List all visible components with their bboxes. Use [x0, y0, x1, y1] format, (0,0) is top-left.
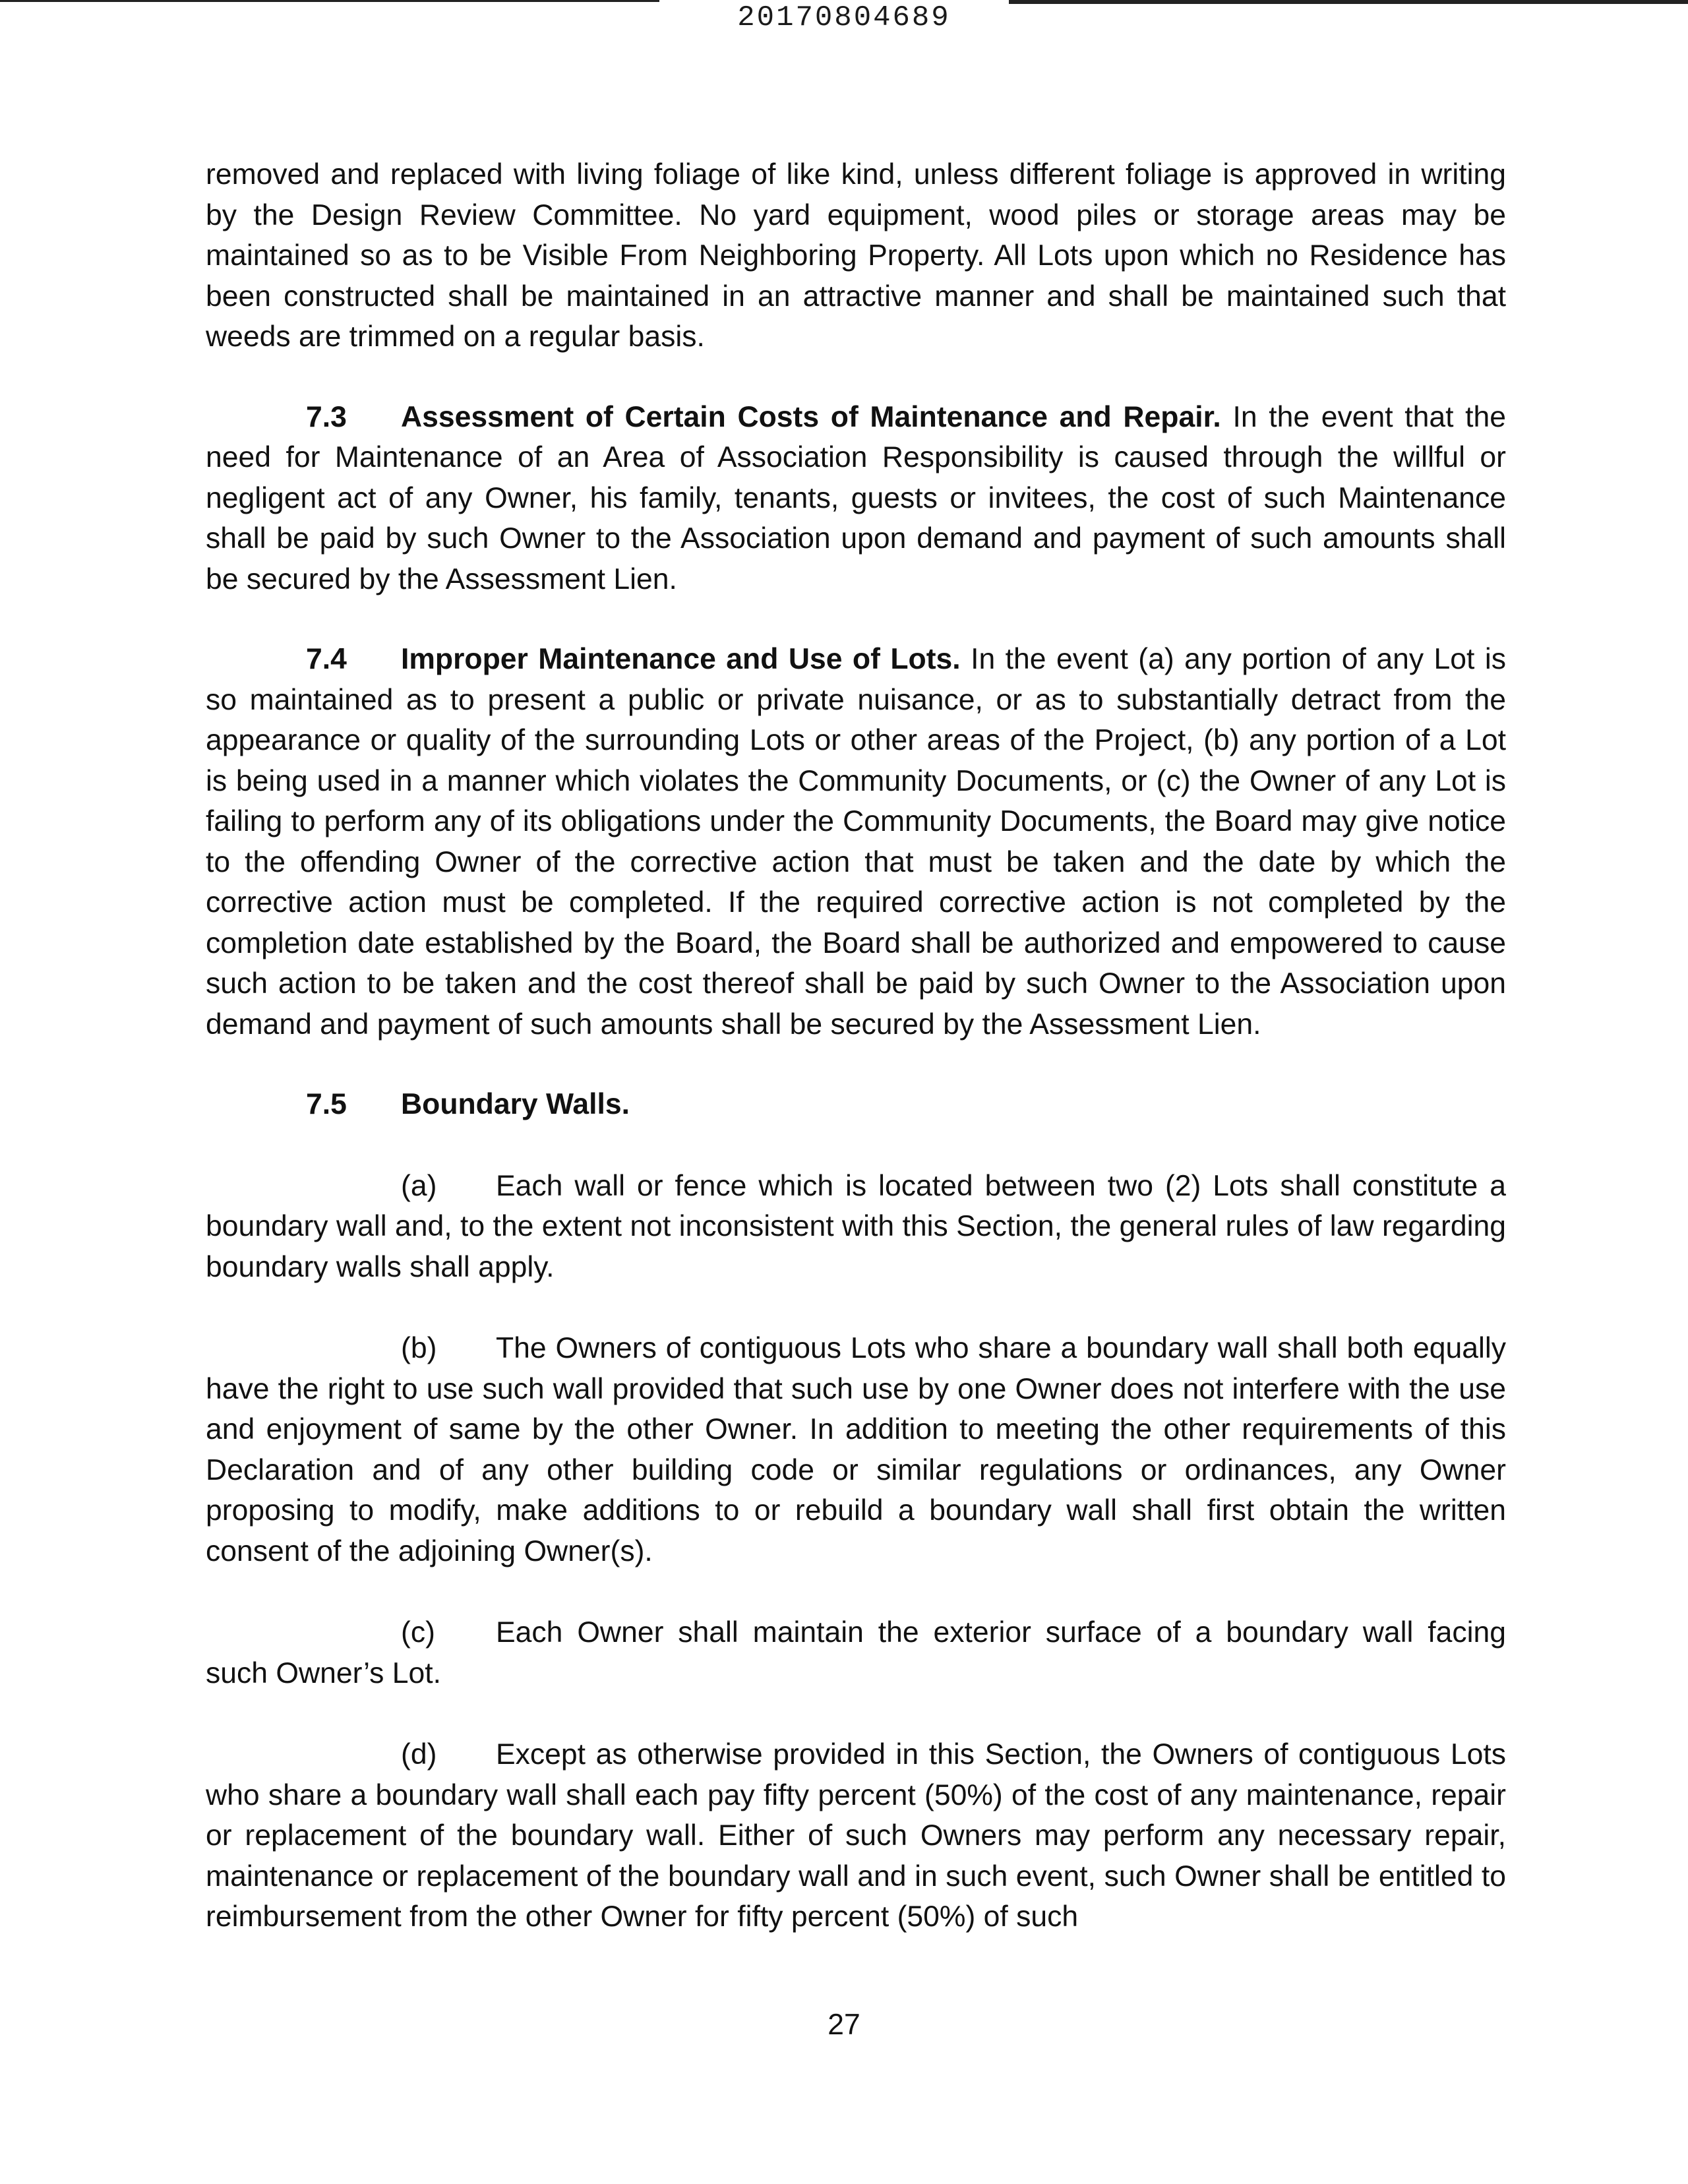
subsection-text: Each wall or fence which is located between two (2) Lots shall constitute a boundary wall and, to the extent not inconsistent with this Section, the general rules of law regarding boundary walls shall apply. [206, 1169, 1506, 1283]
subsection-text: The Owners of contiguous Lots who share a boundary wall shall both equally have the right to use such wall provided that such use by one Owner does not interfere with the use and enjoyment of same by the other Owner. In addition to meeting the other requirements of this Declaration and of any other building code or similar regulations or ordinances, any Owner proposing to modify, make additions to or rebuild a boundary wall shall first obtain the written consent of the adjoining Owner(s). [206, 1332, 1506, 1567]
subsection-label: (a) [401, 1169, 437, 1202]
page-body [206, 154, 1506, 1937]
section-title: Assessment of Certain Costs of Maintenance and Repair. [401, 400, 1221, 433]
document-number: 20170804689 [737, 1, 951, 34]
subsection-label: (d) [401, 1738, 437, 1771]
subsection-label: (c) [401, 1616, 435, 1649]
section-7-4 [206, 639, 1506, 1045]
subsection-text: Each Owner shall maintain the exterior surface of a boundary wall facing such Owner’s Lot. [206, 1616, 1506, 1689]
section-number: 7.3 [306, 400, 347, 433]
section-text: In the event that the need for Maintenance of an Area of Association Responsibility is caused through the willful or negligent act of any Owner, his family, tenants, guests or invitees, the cost of such Maintenance shall be paid by such Owner to the Association upon demand and payment of such amounts shall be secured by the Assessment Lien. [206, 400, 1506, 595]
section-number: 7.4 [306, 643, 347, 675]
section-title: Boundary Walls. [401, 1088, 630, 1120]
subsection-c [206, 1612, 1506, 1693]
intro-paragraph: removed and replaced with living foliage of like kind, unless different foliage is approved in writing by the Design Review Committee. No yard equipment, wood piles or storage areas may be maintained so as to be Visible From Neighboring Property. All Lots upon which no Residence has been constructed shall be maintained in an attractive manner and shall be maintained such that weeds are trimmed on a regular basis. [206, 158, 1506, 353]
section-text: In the event (a) any portion of any Lot is so maintained as to present a public or private nuisance, or as to substantially detract from the appearance or quality of the surrounding Lots or other areas of the Project, (b) any portion of a Lot is being used in a manner which violates the Community Documents, or (c) the Owner of any Lot is failing to perform any of its obligations under the Community Documents, the Board may give notice to the offending Owner of the corrective action that must be taken and the date by which the corrective action must be completed. If the required corrective action is not completed by the completion date established by the Board, the Board shall be authorized and empowered to cause such action to be taken and the cost thereof shall be paid by such Owner to the Association upon demand and payment of such amounts shall be secured by the Assessment Lien. [206, 643, 1506, 1041]
subsection-b [206, 1328, 1506, 1571]
subsection-text: Except as otherwise provided in this Section, the Owners of contiguous Lots who share a boundary wall shall each pay fifty percent (50%) of the cost of any maintenance, repair or replacement of the boundary wall. Either of such Owners may perform any necessary repair, maintenance or replacement of the boundary wall and in such event, such Owner shall be entitled to reimbursement from the other Owner for fifty percent (50%) of such [206, 1738, 1506, 1933]
section-7-3 [206, 397, 1506, 600]
section-number: 7.5 [306, 1088, 347, 1120]
page-number: 27 [828, 2009, 860, 2041]
subsection-a [206, 1166, 1506, 1288]
subsection-label: (b) [401, 1332, 437, 1364]
section-title: Improper Maintenance and Use of Lots. [401, 643, 961, 675]
section-7-5-heading [206, 1084, 1506, 1125]
subsection-d [206, 1734, 1506, 1937]
